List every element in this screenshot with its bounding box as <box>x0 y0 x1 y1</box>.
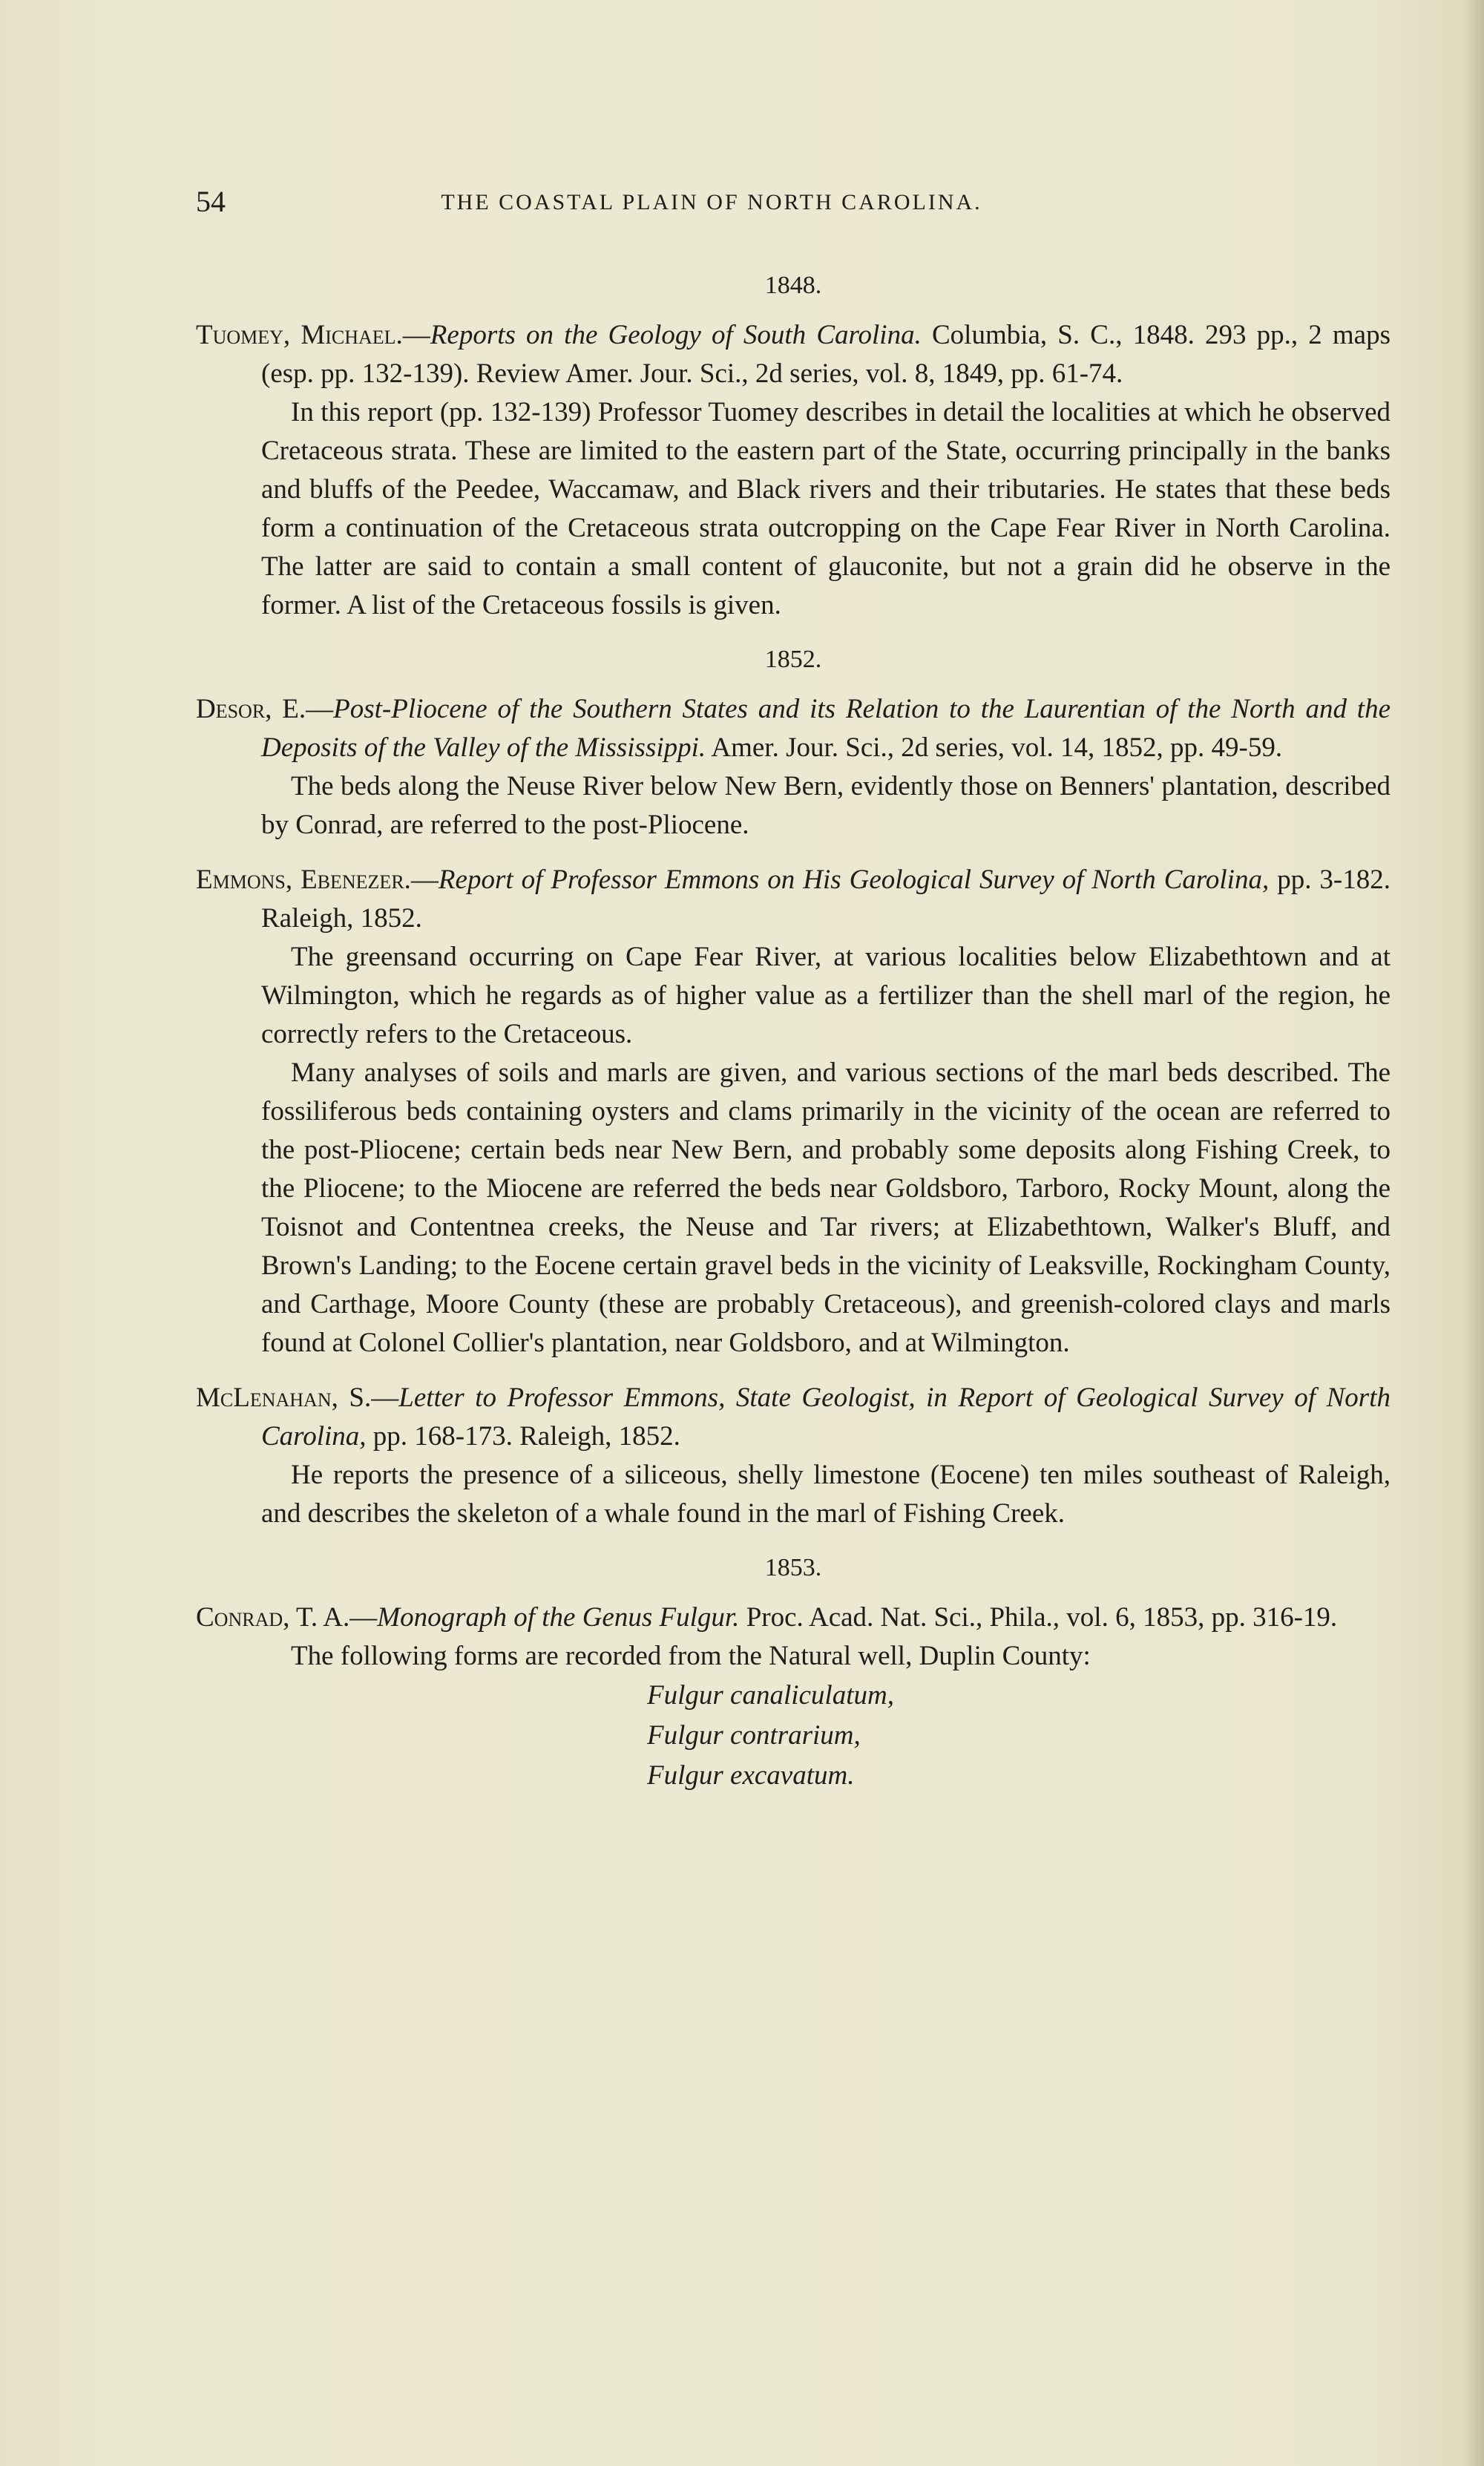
running-head: THE COASTAL PLAIN OF NORTH CAROLINA. <box>441 190 982 214</box>
species-name: Fulgur excavatum. <box>647 1760 855 1791</box>
species-name: Fulgur contrarium, <box>647 1720 861 1751</box>
work-title: Reports on the Geology of South Carolina. <box>430 320 922 350</box>
annotation-paragraph: He reports the presence of a siliceous, shelly limestone (Eocene) ten miles southeast of Raleigh, and describes the skeleton of a whale found in the marl of Fishing Creek. <box>261 1460 1391 1529</box>
year-heading-1852: 1852. <box>764 646 822 673</box>
citation: Conrad, T. A.—Monograph of the Genus Fulgur. Proc. Acad. Nat. Sci., Phila., vol. 6, 1853, pp. 316-19. <box>196 1602 1338 1633</box>
annotation-paragraph: The greensand occurring on Cape Fear River, at various localities below Elizabethtown and at Wilmington, which he regards as of higher value as a fertilizer than the shell marl of the region, he correctly refers to the Cretaceous. <box>261 942 1391 1049</box>
work-title: Report of Professor Emmons on His Geological Survey of North Carolina, <box>438 865 1270 895</box>
author: McLenahan, S. <box>196 1383 372 1413</box>
entry-tuomey <box>196 316 1391 625</box>
citation: Emmons, Ebenezer.—Report of Professor Emmons on His Geological Survey of North Carolina, pp. 3-182. Raleigh, 1852. <box>196 865 1391 934</box>
annotation-paragraph: The following forms are recorded from the Natural well, Duplin County: <box>291 1641 1091 1671</box>
page-header <box>196 184 1138 221</box>
entry-conrad <box>196 1598 1391 1796</box>
author: Desor, E. <box>196 694 306 724</box>
author: Tuomey, Michael. <box>196 320 403 350</box>
species-list <box>196 1676 1391 1796</box>
citation: Desor, E.—Post-Pliocene of the Southern States and its Relation to the Laurentian of the North and the Deposits of the Valley of the Mississippi. Amer. Jour. Sci., 2d series, vol. 14, 1852, pp. 49-59. <box>196 694 1391 763</box>
year-heading-1848: 1848. <box>764 272 822 299</box>
annotation-paragraph: The beds along the Neuse River below New Bern, evidently those on Benners' plantation, described by Conrad, are referred to the post-Pliocene. <box>261 771 1391 840</box>
page-edge-shadow <box>1463 0 1484 2466</box>
publication-details: pp. 3-182. Raleigh, 1852. <box>261 865 1391 934</box>
publication-details: pp. 168-173. Raleigh, 1852. <box>372 1421 680 1452</box>
annotation-paragraph: In this report (pp. 132-139) Professor Tuomey describes in detail the localities at which he observed Cretaceous strata. These are limited to the eastern part of the State, occurring principally in the banks and bluffs of the Peedee, Waccamaw, and Black rivers and their tributaries. He states that these beds form a continuation of the Cretaceous strata outcropping on the Cape Fear River in North Carolina. The latter are said to contain a small content of glauconite, but not a grain did he observe in the former. A list of the Cretaceous fossils is given. <box>261 397 1391 620</box>
work-title: Monograph of the Genus Fulgur. <box>377 1602 740 1633</box>
entry-mclenahan <box>196 1379 1391 1533</box>
publication-details: Proc. Acad. Nat. Sci., Phila., vol. 6, 1853, pp. 316-19. <box>746 1602 1338 1633</box>
work-title: Post-Pliocene of the Southern States and its Relation to the Laurentian of the North and the Deposits of the Valley of the Mississippi. <box>261 694 1391 763</box>
page-number: 54 <box>196 185 226 218</box>
year-heading-1853: 1853. <box>764 1554 822 1581</box>
citation: McLenahan, S.—Letter to Professor Emmons, State Geologist, in Report of Geological Survey of North Carolina, pp. 168-173. Raleigh, 1852. <box>196 1383 1391 1452</box>
annotation-paragraph: Many analyses of soils and marls are given, and various sections of the marl beds described. The fossiliferous beds containing oysters and clams primarily in the vicinity of the ocean are referred to the post-Pliocene; certain beds near New Bern, and probably some deposits along Fishing Creek, to the Pliocene; to the Miocene are referred the beds near Goldsboro, Tarboro, Rocky Mount, along the Toisnot and Contentnea creeks, the Neuse and Tar rivers; at Elizabethtown, Walker's Bluff, and Brown's Landing; to the Eocene certain gravel beds in the vicinity of Leaksville, Rockingham County, and Carthage, Moore County (these are probably Cretaceous), and greenish-colored clays and marls found at Colonel Collier's plantation, near Goldsboro, and at Wilmington. <box>261 1057 1391 1358</box>
entry-emmons <box>196 861 1391 1362</box>
publication-details: Columbia, S. C., 1848. 293 pp., 2 maps (esp. pp. 132-139). Review Amer. Jour. Sci., 2d series, vol. 8, 1849, pp. 61-74. <box>261 320 1391 389</box>
bibliography <box>196 267 1391 1812</box>
author: Emmons, Ebenezer. <box>196 865 411 895</box>
citation: Tuomey, Michael.—Reports on the Geology of South Carolina. Columbia, S. C., 1848. 293 pp., 2 maps (esp. pp. 132-139). Review Amer. Jour. Sci., 2d series, vol. 8, 1849, pp. 61-74. <box>196 320 1391 389</box>
publication-details: Amer. Jour. Sci., 2d series, vol. 14, 1852, pp. 49-59. <box>711 732 1283 763</box>
author: Conrad, T. A. <box>196 1602 350 1633</box>
entry-desor <box>196 690 1391 845</box>
species-name: Fulgur canaliculatum, <box>647 1680 894 1711</box>
work-title: Letter to Professor Emmons, State Geologist, in Report of Geological Survey of North Carolina, <box>261 1383 1391 1452</box>
